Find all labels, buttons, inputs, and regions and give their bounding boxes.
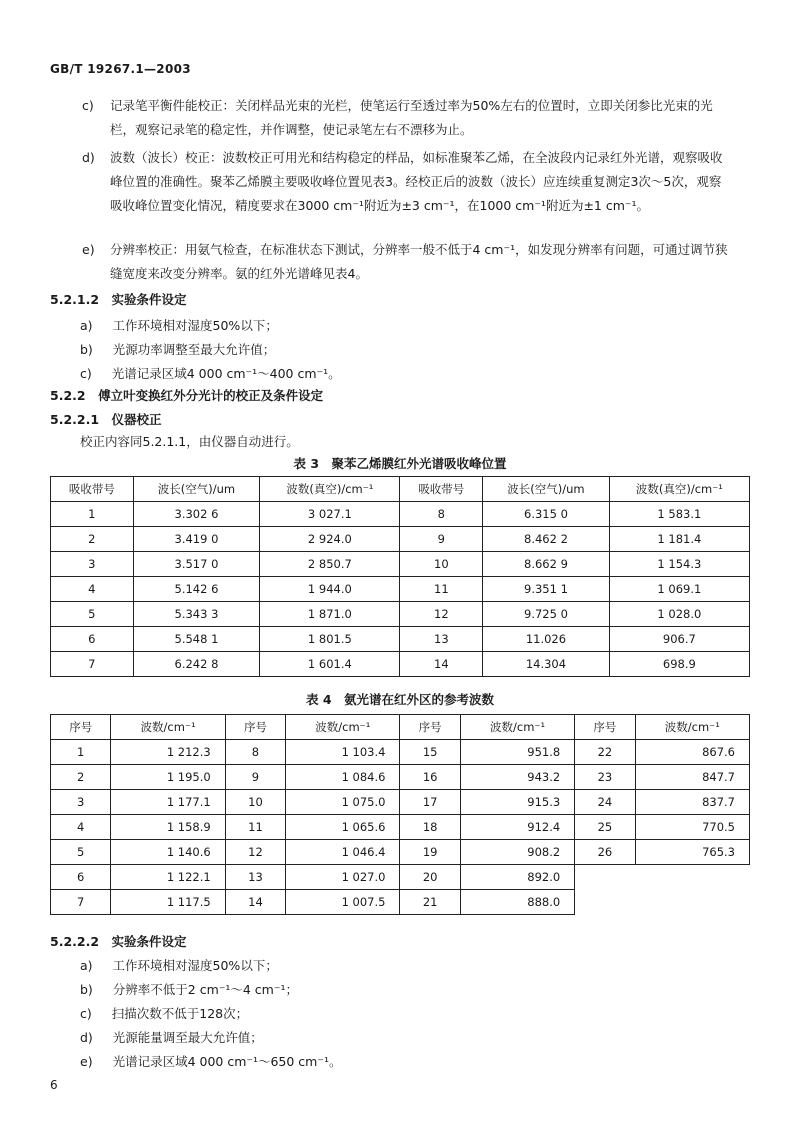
table-cell: 11 bbox=[400, 577, 483, 602]
table-cell: 2 bbox=[51, 527, 134, 552]
table-cell: 1 158.9 bbox=[111, 815, 225, 840]
table-cell: 1 046.4 bbox=[286, 840, 400, 865]
table-cell: 1 007.5 bbox=[286, 890, 400, 915]
table-cell: 7 bbox=[51, 652, 134, 677]
table-cell: 888.0 bbox=[460, 890, 574, 915]
table-cell: 18 bbox=[400, 815, 460, 840]
condition-item bbox=[80, 364, 341, 382]
table-cell: 1 103.4 bbox=[286, 740, 400, 765]
table-cell: 12 bbox=[225, 840, 285, 865]
item-text: 工作环境相对湿度50%以下； bbox=[112, 318, 278, 333]
table-cell: 1 583.1 bbox=[609, 502, 749, 527]
item-label: c) bbox=[80, 366, 92, 381]
table-cell: 6 bbox=[51, 627, 134, 652]
column-header: 吸收带号 bbox=[51, 477, 134, 502]
table-row bbox=[51, 577, 750, 602]
table-cell: 1 801.5 bbox=[260, 627, 400, 652]
table-cell: 14 bbox=[400, 652, 483, 677]
table-cell: 14.304 bbox=[483, 652, 610, 677]
table-4-ammonia-wavenumbers bbox=[50, 714, 750, 915]
condition-item bbox=[80, 1004, 248, 1022]
table-cell: 1 140.6 bbox=[111, 840, 225, 865]
table-cell: 14 bbox=[225, 890, 285, 915]
table-cell: 8 bbox=[225, 740, 285, 765]
table-cell: 16 bbox=[400, 765, 460, 790]
item-label: a) bbox=[80, 958, 93, 973]
table-cell: 24 bbox=[575, 790, 635, 815]
condition-item bbox=[80, 316, 278, 334]
table-cell: 10 bbox=[225, 790, 285, 815]
table-row bbox=[51, 602, 750, 627]
column-header: 序号 bbox=[400, 715, 460, 740]
table-cell: 943.2 bbox=[460, 765, 574, 790]
table-cell: 1 122.1 bbox=[111, 865, 225, 890]
item-label: d) bbox=[82, 150, 95, 165]
table-cell: 25 bbox=[575, 815, 635, 840]
table-cell: 9.725 0 bbox=[483, 602, 610, 627]
table-cell: 3.517 0 bbox=[133, 552, 260, 577]
table-cell: 8 bbox=[400, 502, 483, 527]
table-cell: 698.9 bbox=[609, 652, 749, 677]
item-text: 分辨率校正：用氨气检查，在标准状态下测试，分辨率一般不低于4 cm⁻¹，如发现分辨率有问题，可通过调节狭缝宽度来改变分辨率。氨的红外光谱峰见表4。 bbox=[110, 242, 728, 281]
item-label: b) bbox=[80, 342, 93, 357]
table-cell: 1 154.3 bbox=[609, 552, 749, 577]
table-cell: 892.0 bbox=[460, 865, 574, 890]
table-cell: 906.7 bbox=[609, 627, 749, 652]
table-cell: 765.3 bbox=[635, 840, 749, 865]
table3-caption: 表 3 聚苯乙烯膜红外光谱吸收峰位置 bbox=[293, 456, 507, 471]
table-cell-empty bbox=[575, 890, 750, 915]
item-text: 扫描次数不低于128次； bbox=[111, 1006, 249, 1021]
item-label: e) bbox=[80, 1054, 93, 1069]
table-cell: 1 601.4 bbox=[260, 652, 400, 677]
table-cell: 17 bbox=[400, 790, 460, 815]
table-cell: 2 924.0 bbox=[260, 527, 400, 552]
section-5-2-1-2: 5.2.1.2 实验条件设定 bbox=[50, 292, 187, 307]
table-row bbox=[51, 890, 750, 915]
section-5-2-2-2: 5.2.2.2 实验条件设定 bbox=[50, 934, 187, 949]
table4-caption: 表 4 氨光谱在红外区的参考波数 bbox=[305, 692, 495, 707]
item-label: c) bbox=[82, 98, 94, 113]
page-header: GB/T 19267.1—2003 bbox=[50, 62, 191, 76]
paragraph-d-wavenumber bbox=[52, 146, 732, 218]
table-cell: 9 bbox=[400, 527, 483, 552]
table-cell: 11 bbox=[225, 815, 285, 840]
table-row bbox=[51, 527, 750, 552]
table-cell: 908.2 bbox=[460, 840, 574, 865]
table-cell: 8.662 9 bbox=[483, 552, 610, 577]
table-3-polystyrene-peaks bbox=[50, 476, 750, 677]
item-text: 光谱记录区域4 000 cm⁻¹～650 cm⁻¹。 bbox=[112, 1054, 342, 1069]
column-header: 波长(空气)/um bbox=[133, 477, 260, 502]
table-cell: 12 bbox=[400, 602, 483, 627]
table-cell: 4 bbox=[51, 815, 111, 840]
table-cell: 1 944.0 bbox=[260, 577, 400, 602]
table-row bbox=[51, 652, 750, 677]
table-cell: 867.6 bbox=[635, 740, 749, 765]
table-cell: 5 bbox=[51, 602, 134, 627]
section-5-2-2: 5.2.2 傅立叶变换红外分光计的校正及条件设定 bbox=[50, 388, 324, 403]
table-cell: 2 bbox=[51, 765, 111, 790]
table-cell-empty bbox=[575, 865, 750, 890]
table-cell: 6.242 8 bbox=[133, 652, 260, 677]
table-cell: 22 bbox=[575, 740, 635, 765]
table-cell: 1 084.6 bbox=[286, 765, 400, 790]
section-5-2-2-1: 5.2.2.1 仪器校正 bbox=[50, 412, 162, 427]
table-cell: 19 bbox=[400, 840, 460, 865]
table-row bbox=[51, 815, 750, 840]
table-cell: 1 871.0 bbox=[260, 602, 400, 627]
item-text: 分辨率不低于2 cm⁻¹～4 cm⁻¹； bbox=[112, 982, 298, 997]
table-cell: 13 bbox=[400, 627, 483, 652]
condition-item bbox=[80, 956, 278, 974]
table-cell: 1 027.0 bbox=[286, 865, 400, 890]
table-cell: 3.419 0 bbox=[133, 527, 260, 552]
table-row bbox=[51, 765, 750, 790]
table-cell: 11.026 bbox=[483, 627, 610, 652]
table-cell: 2 850.7 bbox=[260, 552, 400, 577]
table-cell: 20 bbox=[400, 865, 460, 890]
table-row bbox=[51, 552, 750, 577]
table-cell: 1 bbox=[51, 740, 111, 765]
table-cell: 8.462 2 bbox=[483, 527, 610, 552]
table-cell: 1 212.3 bbox=[111, 740, 225, 765]
item-text: 光谱记录区域4 000 cm⁻¹～400 cm⁻¹。 bbox=[111, 366, 341, 381]
table-cell: 1 075.0 bbox=[286, 790, 400, 815]
column-header: 波数(真空)/cm⁻¹ bbox=[260, 477, 400, 502]
column-header: 波长(空气)/um bbox=[483, 477, 610, 502]
condition-item bbox=[80, 1052, 341, 1070]
table-header-row bbox=[51, 715, 750, 740]
column-header: 序号 bbox=[575, 715, 635, 740]
table-cell: 1 069.1 bbox=[609, 577, 749, 602]
table-cell: 770.5 bbox=[635, 815, 749, 840]
table-cell: 3 bbox=[51, 552, 134, 577]
paragraph-c-recorder-balance bbox=[52, 94, 732, 142]
table-cell: 3 027.1 bbox=[260, 502, 400, 527]
column-header: 吸收带号 bbox=[400, 477, 483, 502]
table-row bbox=[51, 840, 750, 865]
table-cell: 4 bbox=[51, 577, 134, 602]
item-label: e) bbox=[82, 242, 95, 257]
item-label: b) bbox=[80, 982, 93, 997]
table-cell: 1 181.4 bbox=[609, 527, 749, 552]
item-text: 波数（波长）校正：波数校正可用光和结构稳定的样品，如标准聚苯乙烯，在全波段内记录红外光谱，观察吸收峰位置的准确性。聚苯乙烯膜主要吸收峰位置见表3。经校正后的波数（波长）应连续重复测定3次～5次，观察吸收峰位置变化情况，精度要求在3000 cm⁻¹附近为±3 cm⁻¹，在1000 cm⁻¹附近为±1 cm⁻¹。 bbox=[110, 150, 723, 213]
table-cell: 1 195.0 bbox=[111, 765, 225, 790]
column-header: 波数/cm⁻¹ bbox=[460, 715, 574, 740]
condition-item bbox=[80, 980, 298, 998]
column-header: 序号 bbox=[51, 715, 111, 740]
item-text: 记录笔平衡件能校正：关闭样品光束的光栏，使笔运行至透过率为50%左右的位置时，立即关闭参比光束的光栏，观察记录笔的稳定性，并作调整，使记录笔左右不漂移为止。 bbox=[110, 98, 713, 137]
table-cell: 13 bbox=[225, 865, 285, 890]
column-header: 波数/cm⁻¹ bbox=[635, 715, 749, 740]
condition-item bbox=[80, 340, 275, 358]
table-cell: 23 bbox=[575, 765, 635, 790]
table-cell: 10 bbox=[400, 552, 483, 577]
table-cell: 3 bbox=[51, 790, 111, 815]
condition-item bbox=[80, 1028, 263, 1046]
table-header-row bbox=[51, 477, 750, 502]
table-cell: 1 177.1 bbox=[111, 790, 225, 815]
table-cell: 847.7 bbox=[635, 765, 749, 790]
column-header: 波数/cm⁻¹ bbox=[286, 715, 400, 740]
table-cell: 9 bbox=[225, 765, 285, 790]
calibration-text: 校正内容同5.2.1.1，由仪器自动进行。 bbox=[80, 434, 299, 449]
table-row bbox=[51, 627, 750, 652]
column-header: 序号 bbox=[225, 715, 285, 740]
table-cell: 26 bbox=[575, 840, 635, 865]
table-cell: 5.142 6 bbox=[133, 577, 260, 602]
column-header: 波数(真空)/cm⁻¹ bbox=[609, 477, 749, 502]
table-row bbox=[51, 740, 750, 765]
item-label: d) bbox=[80, 1030, 93, 1045]
table-cell: 915.3 bbox=[460, 790, 574, 815]
table-row bbox=[51, 790, 750, 815]
item-text: 工作环境相对湿度50%以下； bbox=[112, 958, 278, 973]
page-number: 6 bbox=[50, 1078, 58, 1092]
table-cell: 9.351 1 bbox=[483, 577, 610, 602]
item-label: c) bbox=[80, 1006, 92, 1021]
table-cell: 6 bbox=[51, 865, 111, 890]
table-cell: 3.302 6 bbox=[133, 502, 260, 527]
table-cell: 1 117.5 bbox=[111, 890, 225, 915]
table-cell: 5.548 1 bbox=[133, 627, 260, 652]
item-text: 光源功率调整至最大允许值； bbox=[112, 342, 276, 357]
table-row bbox=[51, 865, 750, 890]
table-cell: 5 bbox=[51, 840, 111, 865]
table-cell: 21 bbox=[400, 890, 460, 915]
table-cell: 5.343 3 bbox=[133, 602, 260, 627]
table-cell: 1 bbox=[51, 502, 134, 527]
table-cell: 1 065.6 bbox=[286, 815, 400, 840]
table-row bbox=[51, 502, 750, 527]
table-cell: 7 bbox=[51, 890, 111, 915]
table-cell: 1 028.0 bbox=[609, 602, 749, 627]
table-cell: 6.315 0 bbox=[483, 502, 610, 527]
table-cell: 15 bbox=[400, 740, 460, 765]
table-cell: 912.4 bbox=[460, 815, 574, 840]
item-text: 光源能量调至最大允许值； bbox=[112, 1030, 263, 1045]
table-cell: 951.8 bbox=[460, 740, 574, 765]
paragraph-e-resolution bbox=[52, 238, 732, 286]
table-cell: 837.7 bbox=[635, 790, 749, 815]
column-header: 波数/cm⁻¹ bbox=[111, 715, 225, 740]
item-label: a) bbox=[80, 318, 93, 333]
